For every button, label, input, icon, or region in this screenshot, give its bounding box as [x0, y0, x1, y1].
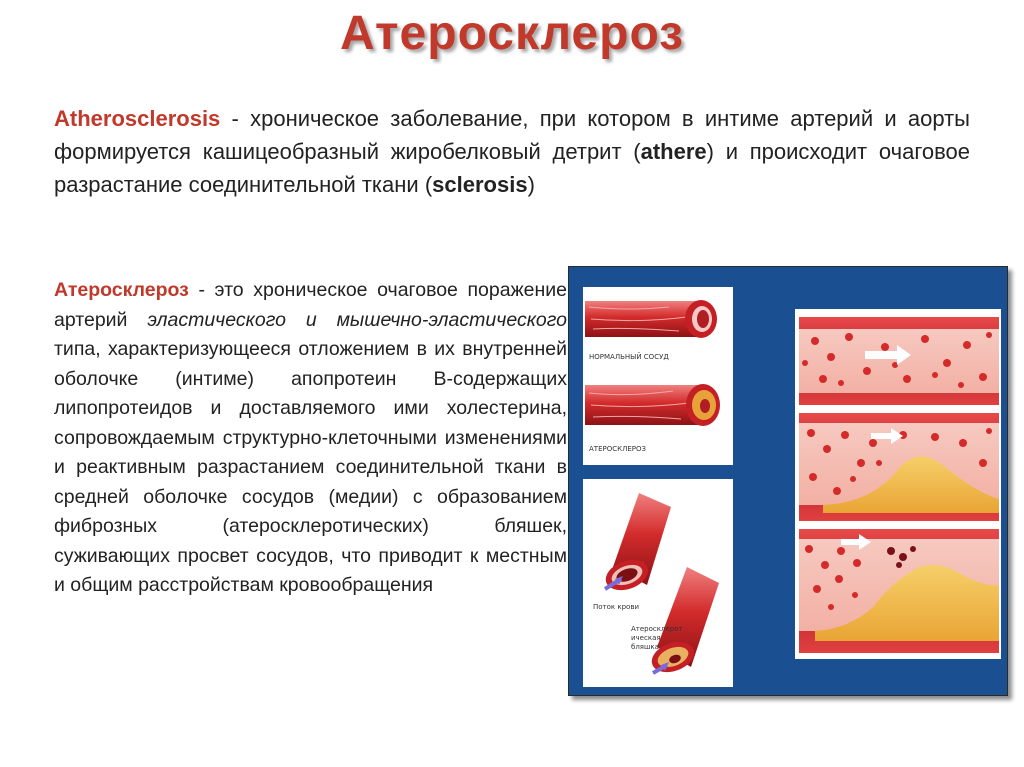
- label-plaque-line1: Атеросклерот: [631, 625, 683, 633]
- label-blood-flow: Поток крови: [593, 603, 639, 611]
- definition-english: [54, 102, 970, 201]
- definition-text-c: ): [527, 172, 535, 197]
- atherosclerosis-vessel-image: [585, 384, 720, 426]
- definition-text-a: - хроническое заболевание, при котором в интиме артерий и аорты формируется кашицеобразный жиробелковый детрит (: [54, 106, 970, 164]
- stage-plaque-forming: [799, 413, 999, 521]
- page-title: Атеросклероз: [340, 7, 684, 60]
- definition2-text-a: - это хроническое очаговое поражение артерий: [54, 279, 567, 331]
- definition-russian: [54, 276, 567, 601]
- term-atherosclerosis: Atherosclerosis: [54, 106, 221, 131]
- illustration-svg: [569, 267, 1007, 695]
- label-plaque-line3: бляшка: [631, 643, 659, 651]
- term-sclerosis: sclerosis: [432, 172, 528, 197]
- stage-advanced-plaque: [799, 529, 999, 653]
- panel-plaque-crosssection: [583, 479, 733, 687]
- stage-normal-flow: [799, 317, 999, 405]
- panel-plaque-progression: [795, 309, 1001, 659]
- panel-vessel-comparison: [583, 287, 733, 465]
- term-ateroskleroz: Атеросклероз: [54, 279, 189, 301]
- label-normal-vessel: НОРМАЛЬНЫЙ СОСУД: [589, 353, 669, 361]
- term-athere: athere: [640, 139, 707, 164]
- definition2-italic: эластического и мышечно-эластического: [147, 308, 567, 331]
- label-atherosclerosis: АТЕРОСКЛЕРОЗ: [589, 445, 646, 453]
- label-plaque-line2: ическая: [631, 634, 661, 642]
- atherosclerosis-illustration: [568, 266, 1008, 696]
- definition-text-b: ) и происходит очаговое разрастание соединительной ткани (: [54, 139, 970, 197]
- definition2-text-b: типа, характеризующееся отложением в их внутренней оболочке (интиме) апопротеин В-содержащих липопротеидов и доставляемого ими холестерина, сопровождаемым структурно-клеточными изменениями и реактивным разрастанием соединительной ткани в средней оболочке сосудов (медии) с образованием фиброзных (атеросклеротических) бляшек, суживающих просвет сосудов, что приводит к местным и общим расстройствам кровообращения: [54, 338, 567, 596]
- normal-vessel-image: [585, 300, 717, 338]
